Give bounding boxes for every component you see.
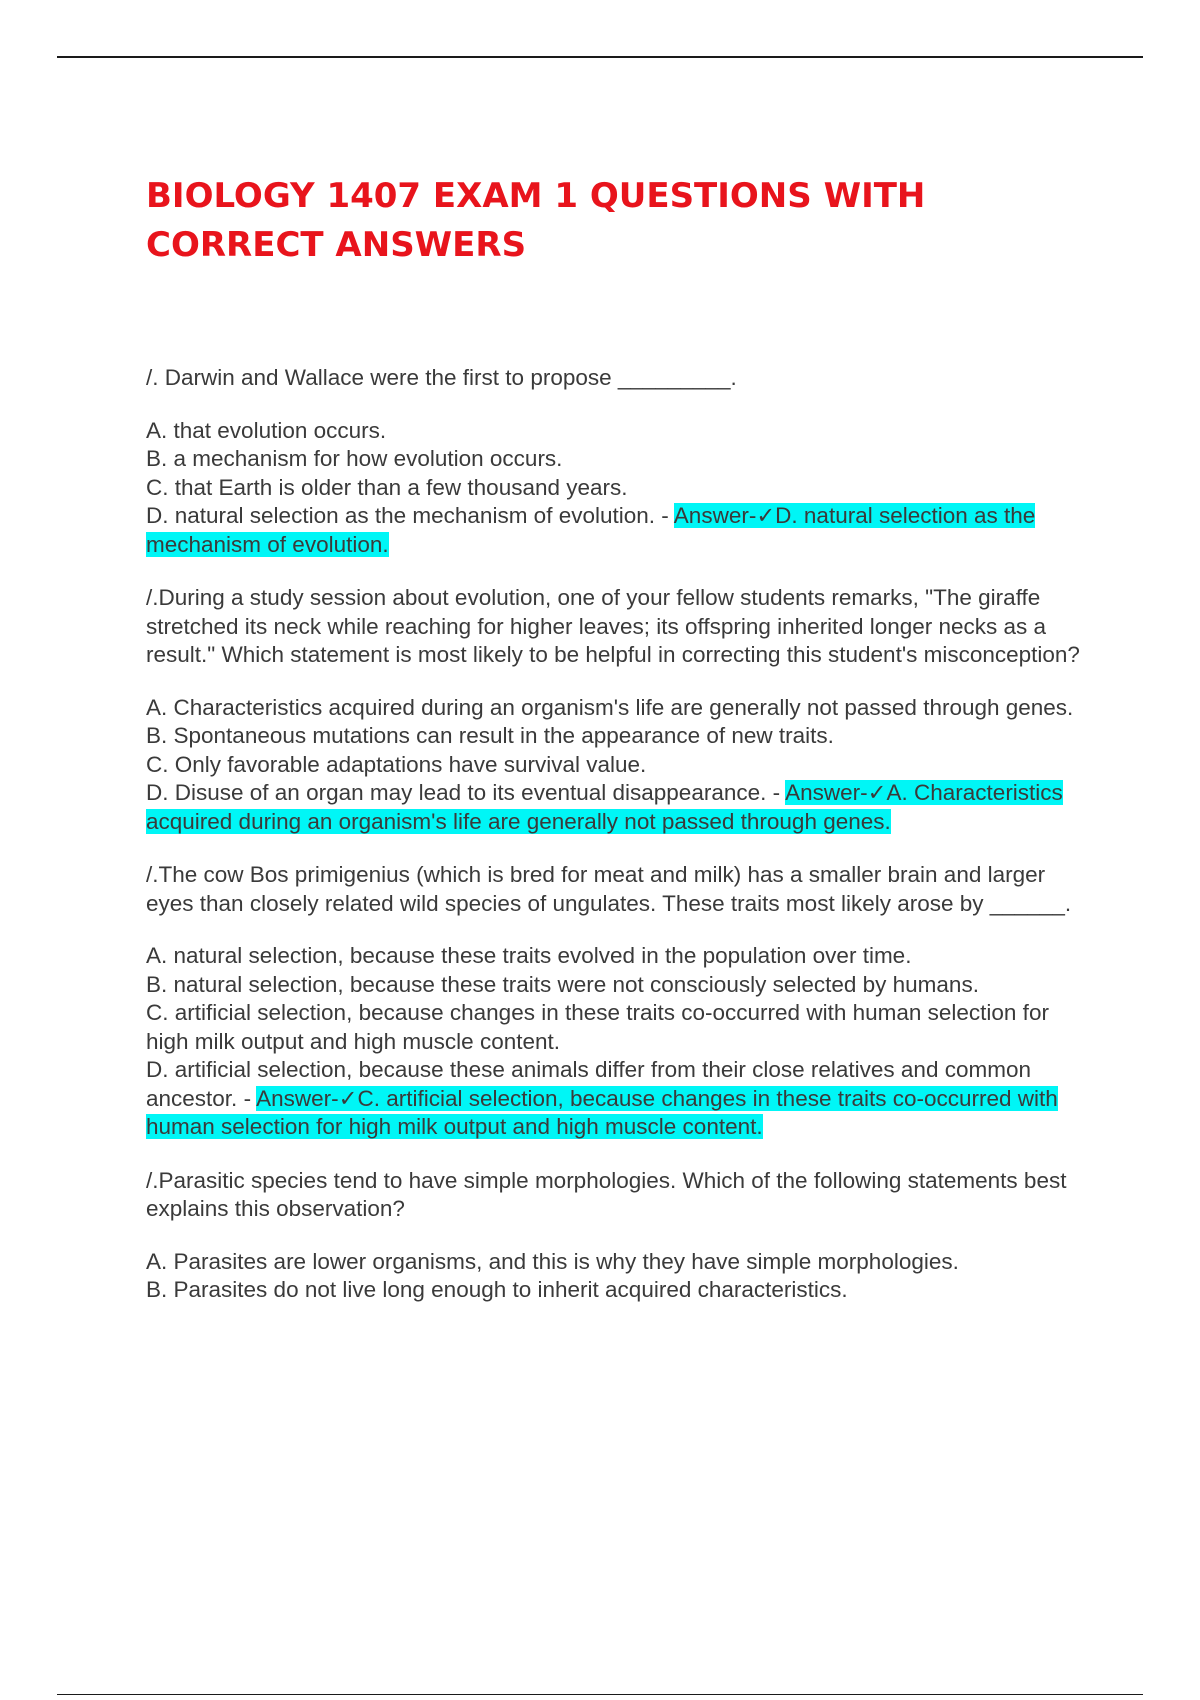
answer-option-text: D. artificial selection, because these animals differ from their close relatives and common ancestor. [146, 1057, 1031, 1111]
answer-option-last [146, 779, 1096, 836]
page-title: BIOLOGY 1407 EXAM 1 QUESTIONS WITH CORRECT ANSWERS [146, 176, 926, 265]
answer-option: A. Characteristics acquired during an organism's life are generally not passed through genes. [146, 694, 1074, 720]
answer-option: B. Spontaneous mutations can result in the appearance of new traits. [146, 723, 834, 748]
question-prompt: /. Darwin and Wallace were the first to propose _________. [146, 365, 737, 390]
answer-separator: - [655, 503, 674, 528]
question-block [146, 364, 1096, 559]
answer-option-last [146, 502, 1096, 559]
question-block [146, 584, 1096, 836]
question-prompt: /.Parasitic species tend to have simple morphologies. Which of the following statements best explains this observation? [146, 1167, 1067, 1221]
top-rule [57, 56, 1143, 58]
document-body [146, 364, 1096, 1330]
answer-option-text: D. natural selection as the mechanism of evolution. [146, 503, 656, 528]
question-block [146, 1167, 1096, 1305]
answer-option-last [146, 1056, 1096, 1142]
answer-option: B. Parasites do not live long enough to inherit acquired characteristics. [146, 1277, 848, 1302]
answer-option: A. that evolution occurs. [146, 417, 387, 443]
correct-answer-highlight: Answer-✓A. Characteristics acquired during an organism's life are generally not passed through genes. [146, 780, 1063, 834]
correct-answer-highlight: Answer-✓D. natural selection as the mechanism of evolution. [146, 503, 1036, 557]
answer-separator: - [237, 1085, 257, 1111]
answer-option: A. natural selection, because these traits evolved in the population over time. [146, 943, 912, 968]
correct-answer-highlight: Answer-✓C. artificial selection, because changes in these traits co-occurred with human selection for high milk output and high muscle content. [146, 1085, 1058, 1139]
question-prompt: /.The cow Bos primigenius (which is bred for meat and milk) has a smaller brain and larger eyes than closely related wild species of ungulates. These traits most likely arose by ______. [146, 862, 1072, 916]
answer-option: A. Parasites are lower organisms, and this is why they have simple morphologies. [146, 1248, 959, 1274]
bottom-rule [57, 1694, 1143, 1695]
question-prompt: /.During a study session about evolution, one of your fellow students remarks, "The giraffe stretched its neck while reaching for higher leaves; its offspring inherited longer necks as a result." Which statement is most likely to be helpful in correcting this student's misconception? [146, 585, 1080, 667]
answer-option: B. natural selection, because these traits were not consciously selected by humans. [146, 971, 979, 997]
answer-option: B. a mechanism for how evolution occurs. [146, 446, 563, 471]
question-block [146, 861, 1096, 1142]
answer-option: C. Only favorable adaptations have survival value. [146, 751, 647, 777]
answer-option-text: D. Disuse of an organ may lead to its eventual disappearance. [146, 780, 767, 805]
answer-separator: - [766, 780, 786, 805]
answer-option: C. artificial selection, because changes in these traits co-occurred with human selection for high milk output and high muscle content. [146, 1000, 1049, 1054]
answer-option: C. that Earth is older than a few thousand years. [146, 474, 628, 500]
